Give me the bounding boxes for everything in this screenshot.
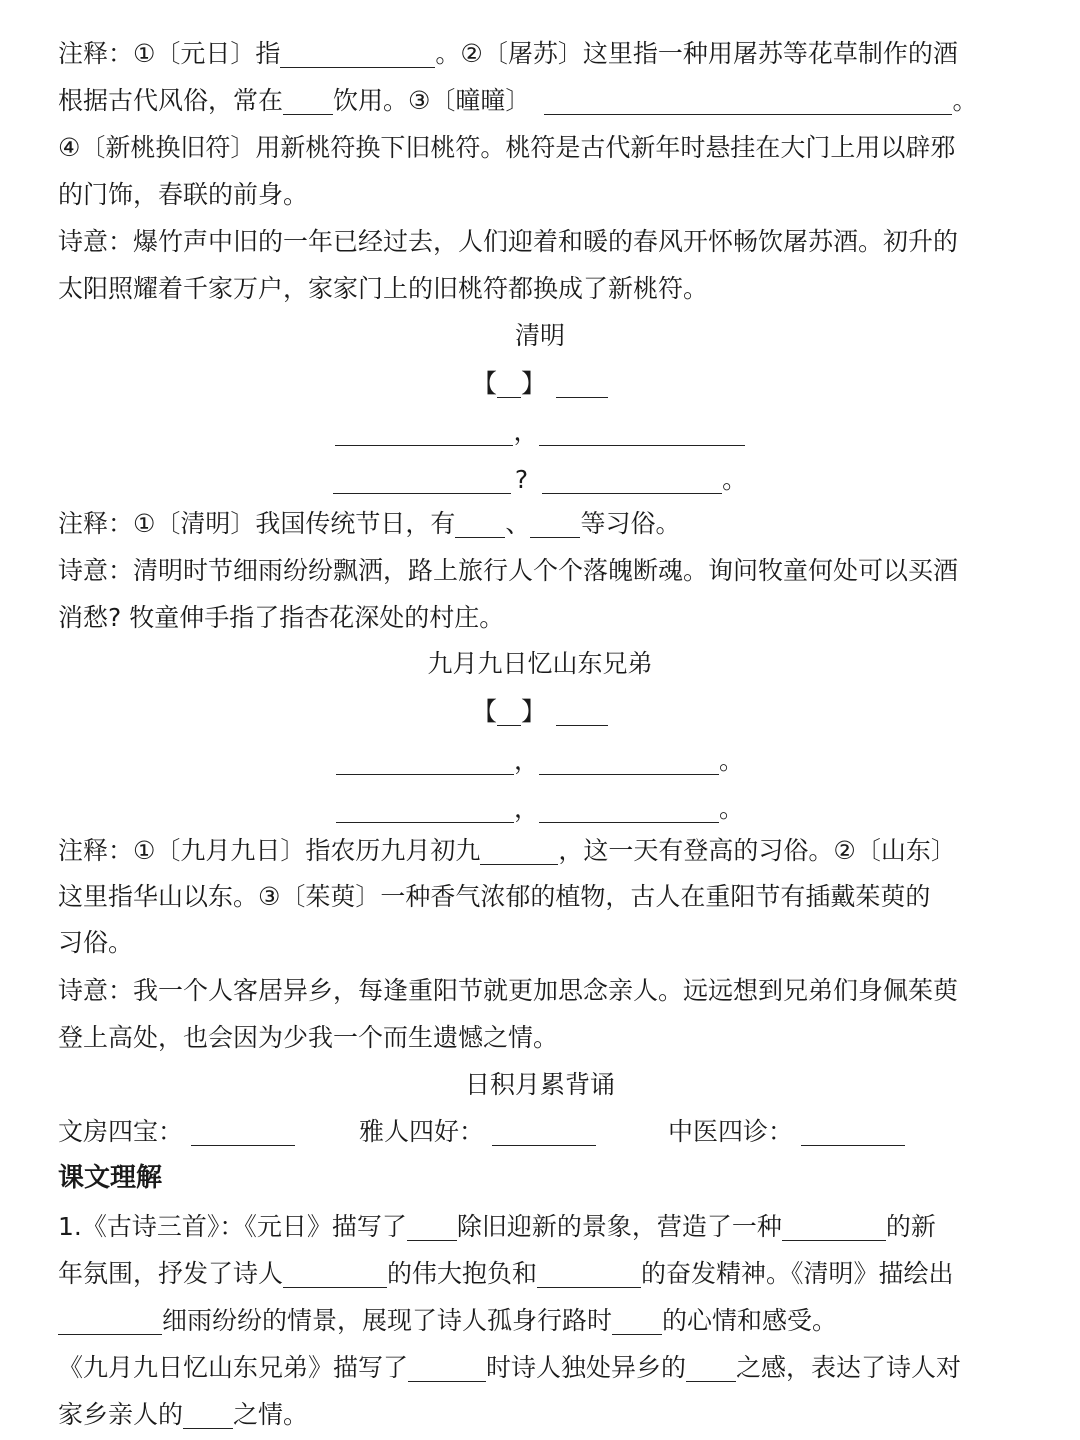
blank[interactable] [455, 507, 505, 538]
blank[interactable] [183, 1398, 233, 1429]
blank[interactable] [686, 1351, 736, 1382]
blank[interactable] [782, 1210, 886, 1241]
poem-dynasty-author-qingming: 【 】 [0, 360, 1080, 407]
understanding-line3: 细雨纷纷的情景，展现了诗人孤身行路时 的心情和感受。 [58, 1297, 1010, 1344]
poem-title-qingming: 清明 [514, 321, 565, 350]
note-yuanri-line1: 注释：①〔元日〕指 。②〔屠苏〕这里指一种用屠苏等花草制作的酒 [58, 39, 958, 68]
note-jiuyue-line1: 注释：①〔九月九日〕指农历九月初九 ，这一天有登高的习俗。②〔山东〕 [58, 836, 956, 865]
blank[interactable] [407, 1210, 457, 1241]
blank[interactable] [497, 367, 521, 398]
meaning-qingming-line2: 消愁? 牧童伸手指了指杏花深处的村庄。 [58, 603, 505, 632]
meaning-jiuyue-line1: 诗意：我一个人客居异乡，每逢重阳节就更加思念亲人。远远想到兄弟们身佩茱萸 [58, 976, 959, 1005]
blank[interactable] [556, 367, 608, 398]
blank[interactable] [336, 792, 514, 823]
blank[interactable] [408, 1351, 486, 1382]
poem-title-jiuyue: 九月九日忆山东兄弟 [427, 649, 653, 678]
understanding-line4: 《九月九日忆山东兄弟》描写了 时诗人独处异乡的 之感，表达了诗人对 [58, 1353, 962, 1382]
blank[interactable] [530, 507, 580, 538]
meaning-jiuyue-line2: 登上高处，也会因为少我一个而生遗憾之情。 [58, 1023, 559, 1052]
note-jiuyue-line3: 习俗。 [58, 928, 134, 957]
blank[interactable] [283, 84, 333, 115]
blank[interactable] [537, 1257, 641, 1288]
blank[interactable] [497, 695, 521, 726]
blank[interactable] [556, 695, 608, 726]
blank[interactable] [333, 463, 511, 494]
poem-dynasty-author-jiuyue: 【 】 [0, 688, 1080, 735]
meaning-qingming-line1: 诗意：清明时节细雨纷纷飘洒，路上旅行人个个落魄断魂。询问牧童何处可以买酒 [58, 556, 959, 585]
blank[interactable] [335, 415, 513, 446]
blank[interactable] [539, 792, 719, 823]
understanding-line2: 年氛围，抒发了诗人 的伟大抱负和 的奋发精神。《清明》描绘出 [58, 1259, 954, 1288]
poem-line1-qingming: ， [0, 408, 1080, 455]
poem-line2-qingming: ? 。 [0, 456, 1080, 503]
meaning-yuanri-line1: 诗意：爆竹声中旧的一年已经过去，人们迎着和暖的春风开怀畅饮屠苏酒。初升的 [58, 227, 959, 256]
understanding-line1: 1.《古诗三首》：《元日》描写了 除旧迎新的景象，营造了一种 的新 [58, 1212, 936, 1241]
blank[interactable] [336, 744, 514, 775]
note-yuanri-line4: 的门饰，春联的前身。 [58, 180, 309, 209]
blank[interactable] [539, 415, 745, 446]
note-yuanri-line3: ④〔新桃换旧符〕用新桃符换下旧桃符。桃符是古代新年时悬挂在大门上用以辟邪 [58, 133, 956, 162]
blank[interactable] [280, 37, 435, 68]
note-qingming: 注释：①〔清明〕我国传统节日，有 、 等习俗。 [58, 509, 681, 538]
meaning-yuanri-line2: 太阳照耀着千家万户，家家门上的旧桃符都换成了新桃符。 [58, 274, 709, 303]
poem-line1-jiuyue: ， 。 [0, 737, 1080, 784]
note-jiuyue-line2: 这里指华山以东。③〔茱萸〕一种香气浓郁的植物，古人在重阳节有插戴茱萸的 [58, 882, 931, 911]
blank[interactable] [191, 1115, 295, 1146]
accumulation-row: 文房四宝： 雅人四好： 中医四诊： [58, 1108, 1010, 1155]
blank[interactable] [283, 1257, 387, 1288]
understanding-line5: 家乡亲人的 之情。 [58, 1400, 309, 1429]
blank[interactable] [492, 1115, 596, 1146]
blank[interactable] [801, 1115, 905, 1146]
blank[interactable] [480, 834, 558, 865]
blank[interactable] [58, 1304, 162, 1335]
blank[interactable] [544, 84, 952, 115]
note-yuanri-line2: 根据古代风俗，常在 饮用。③〔曈曈〕 。 [58, 86, 978, 115]
blank[interactable] [612, 1304, 662, 1335]
section-title-accumulation: 日积月累背诵 [464, 1070, 615, 1099]
poem-line2-jiuyue: ， 。 [0, 785, 1080, 832]
heading-text-understanding: 课文理解 [58, 1163, 163, 1193]
blank[interactable] [539, 744, 719, 775]
blank[interactable] [542, 463, 722, 494]
